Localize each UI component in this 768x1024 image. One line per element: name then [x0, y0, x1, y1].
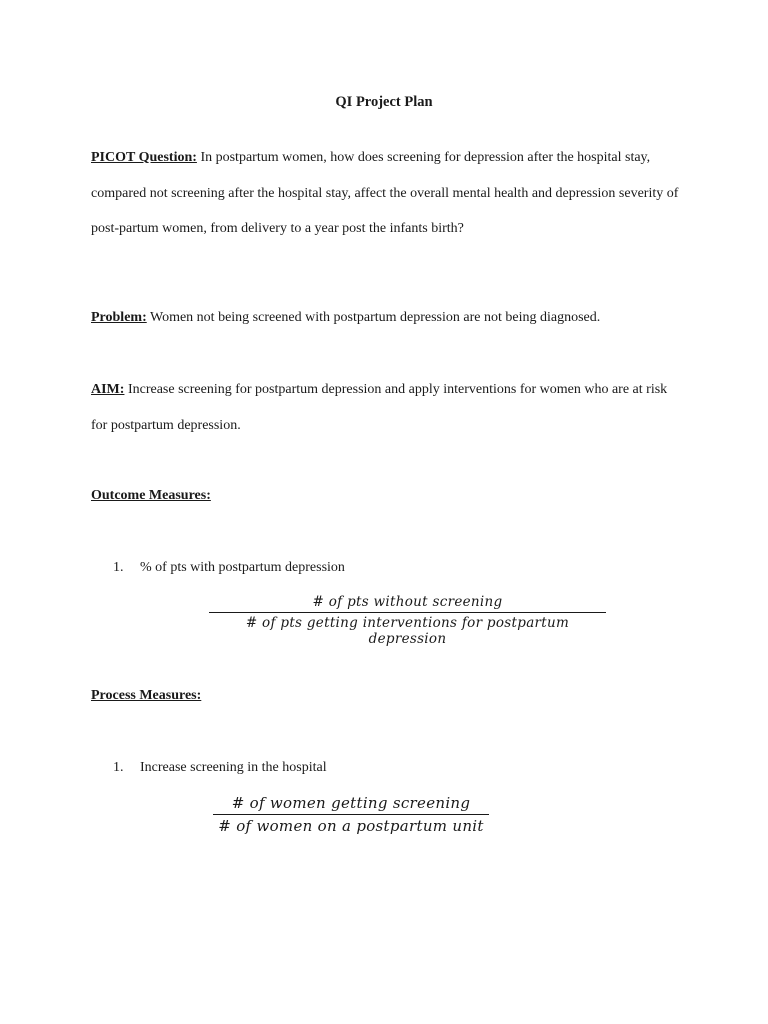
process-measure-text: Increase screening in the hospital — [140, 760, 327, 775]
fraction-numerator: # of pts without screening — [312, 594, 503, 610]
fraction-denominator: # of pts getting interventions for postpartum depression — [245, 615, 570, 647]
outcome-measure-text: % of pts with postpartum depression — [140, 560, 345, 575]
list-number: 1. — [113, 760, 124, 775]
aim-label: AIM: — [91, 382, 125, 397]
aim-text: Increase screening for postpartum depression and apply interventions for women who are at risk for postpartum depression. — [91, 382, 668, 433]
problem-text: Women not being screened with postpartum depression are not being diagnosed. — [146, 310, 601, 325]
picot-question-label: PICOT Question: — [91, 150, 197, 165]
aim-paragraph — [91, 372, 681, 443]
picot-question-paragraph — [91, 140, 681, 247]
outcome-measure-fraction — [209, 594, 606, 647]
problem-paragraph — [91, 300, 681, 336]
outcome-measure-item — [113, 560, 345, 576]
process-measures-heading: Process Measures: — [91, 688, 202, 703]
document-title: QI Project Plan — [335, 94, 433, 110]
process-measure-fraction — [213, 794, 489, 835]
list-number: 1. — [113, 560, 124, 575]
fraction-denominator: # of women on a postpartum unit — [218, 817, 484, 835]
outcome-measures-heading: Outcome Measures: — [91, 488, 211, 503]
fraction-numerator: # of women getting screening — [231, 794, 471, 812]
process-measure-item — [113, 760, 327, 776]
picot-question-text: In postpartum women, how does screening for depression after the hospital stay, compared not screening after the hospital stay, affect the overall mental health and depression severity of post-partum women, from delivery to a year post the infants birth? — [91, 150, 679, 236]
problem-label: Problem: — [91, 310, 147, 325]
